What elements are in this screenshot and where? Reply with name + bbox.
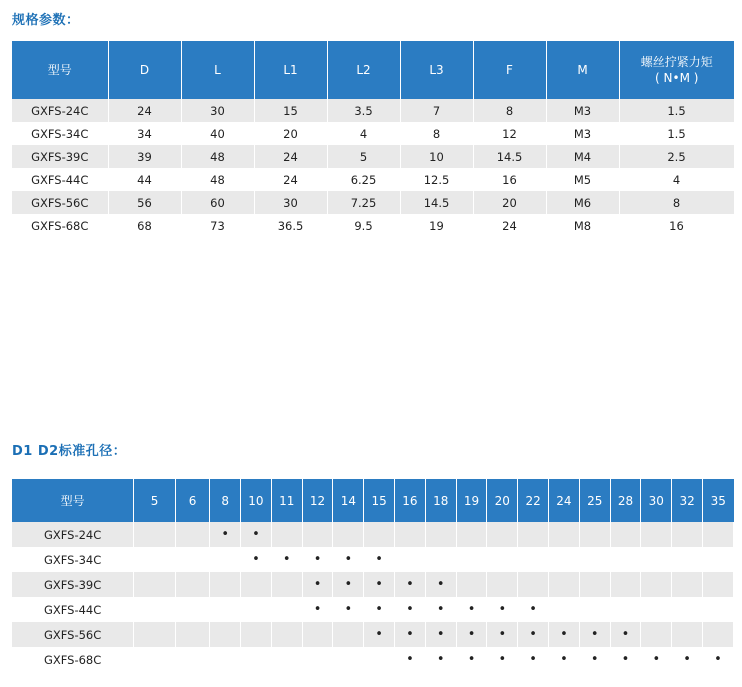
availability-dot: • xyxy=(610,647,641,672)
table-row xyxy=(12,214,734,237)
availability-dot: • xyxy=(395,597,426,622)
empty-cell xyxy=(210,547,241,572)
spec-value-cell: 34 xyxy=(108,122,181,145)
spec-value-cell: 8 xyxy=(400,122,473,145)
availability-dot: • xyxy=(487,597,518,622)
model-cell: GXFS-68C xyxy=(12,214,108,237)
spec-header-torque: 螺丝拧紧力矩 ( N•M ) xyxy=(619,41,734,99)
spec-value-cell: M3 xyxy=(546,99,619,122)
empty-cell xyxy=(134,522,176,547)
spec-table xyxy=(12,41,735,237)
empty-cell xyxy=(487,572,518,597)
spec-header-m: M xyxy=(546,41,619,99)
spec-value-cell: 7 xyxy=(400,99,473,122)
spec-value-cell: 16 xyxy=(473,168,546,191)
bore-header-model: 型号 xyxy=(12,479,134,522)
empty-cell xyxy=(271,622,302,647)
empty-cell xyxy=(175,572,209,597)
empty-cell xyxy=(703,597,734,622)
bore-table xyxy=(12,479,734,672)
empty-cell xyxy=(703,622,734,647)
table-row xyxy=(12,145,734,168)
availability-dot: • xyxy=(456,647,487,672)
spec-value-cell: 9.5 xyxy=(327,214,400,237)
spec-value-cell: M8 xyxy=(546,214,619,237)
bore-size-header: 22 xyxy=(518,479,549,522)
empty-cell xyxy=(210,597,241,622)
availability-dot: • xyxy=(395,647,426,672)
spec-value-cell: 2.5 xyxy=(619,145,734,168)
availability-dot: • xyxy=(610,622,641,647)
empty-cell xyxy=(271,647,302,672)
spec-header-f: F xyxy=(473,41,546,99)
bore-size-header: 11 xyxy=(271,479,302,522)
availability-dot: • xyxy=(518,647,549,672)
empty-cell xyxy=(672,597,703,622)
spec-value-cell: 15 xyxy=(254,99,327,122)
availability-dot: • xyxy=(579,647,610,672)
spec-header-l1: L1 xyxy=(254,41,327,99)
bore-header-row xyxy=(12,479,734,522)
availability-dot: • xyxy=(333,597,364,622)
model-cell: GXFS-24C xyxy=(12,522,134,547)
empty-cell xyxy=(302,522,333,547)
table-row xyxy=(12,622,734,647)
spec-value-cell: M4 xyxy=(546,145,619,168)
bore-size-header: 5 xyxy=(134,479,176,522)
spec-value-cell: 40 xyxy=(181,122,254,145)
bore-size-header: 6 xyxy=(175,479,209,522)
spec-value-cell: 14.5 xyxy=(400,191,473,214)
empty-cell xyxy=(641,597,672,622)
empty-cell xyxy=(364,522,395,547)
bore-size-header: 14 xyxy=(333,479,364,522)
spec-value-cell: 4 xyxy=(327,122,400,145)
empty-cell xyxy=(134,572,176,597)
empty-cell xyxy=(134,597,176,622)
availability-dot: • xyxy=(302,572,333,597)
bore-size-header: 18 xyxy=(425,479,456,522)
bore-size-header: 12 xyxy=(302,479,333,522)
availability-dot: • xyxy=(241,547,272,572)
empty-cell xyxy=(302,647,333,672)
availability-dot: • xyxy=(456,622,487,647)
model-cell: GXFS-24C xyxy=(12,99,108,122)
empty-cell xyxy=(175,522,209,547)
empty-cell xyxy=(210,647,241,672)
availability-dot: • xyxy=(333,572,364,597)
empty-cell xyxy=(333,522,364,547)
spec-value-cell: 20 xyxy=(473,191,546,214)
availability-dot: • xyxy=(395,572,426,597)
spec-value-cell: 1.5 xyxy=(619,122,734,145)
empty-cell xyxy=(456,547,487,572)
empty-cell xyxy=(549,572,580,597)
bore-size-header: 28 xyxy=(610,479,641,522)
model-cell: GXFS-39C xyxy=(12,145,108,168)
spec-value-cell: 1.5 xyxy=(619,99,734,122)
spec-value-cell: 56 xyxy=(108,191,181,214)
empty-cell xyxy=(518,547,549,572)
bore-size-header: 20 xyxy=(487,479,518,522)
availability-dot: • xyxy=(425,597,456,622)
empty-cell xyxy=(271,572,302,597)
empty-cell xyxy=(672,522,703,547)
spec-value-cell: 14.5 xyxy=(473,145,546,168)
spec-value-cell: 30 xyxy=(181,99,254,122)
table-row xyxy=(12,522,734,547)
spec-header-d: D xyxy=(108,41,181,99)
empty-cell xyxy=(425,522,456,547)
empty-cell xyxy=(579,597,610,622)
spec-value-cell: 6.25 xyxy=(327,168,400,191)
spec-value-cell: 24 xyxy=(254,145,327,168)
bore-size-header: 24 xyxy=(549,479,580,522)
empty-cell xyxy=(641,622,672,647)
spec-value-cell: 24 xyxy=(108,99,181,122)
bore-section-title: D1 D2标准孔径： xyxy=(12,444,127,459)
availability-dot: • xyxy=(703,647,734,672)
empty-cell xyxy=(333,622,364,647)
spec-value-cell: M3 xyxy=(546,122,619,145)
table-row xyxy=(12,122,734,145)
bore-size-header: 19 xyxy=(456,479,487,522)
empty-cell xyxy=(610,547,641,572)
spec-value-cell: M5 xyxy=(546,168,619,191)
empty-cell xyxy=(518,572,549,597)
empty-cell xyxy=(395,522,426,547)
table-row xyxy=(12,647,734,672)
spec-value-cell: 7.25 xyxy=(327,191,400,214)
availability-dot: • xyxy=(210,522,241,547)
availability-dot: • xyxy=(518,597,549,622)
availability-dot: • xyxy=(579,622,610,647)
empty-cell xyxy=(579,572,610,597)
availability-dot: • xyxy=(364,597,395,622)
bore-size-header: 30 xyxy=(641,479,672,522)
table-row xyxy=(12,572,734,597)
table-row xyxy=(12,597,734,622)
spec-value-cell: 12 xyxy=(473,122,546,145)
spec-value-cell: 4 xyxy=(619,168,734,191)
empty-cell xyxy=(241,647,272,672)
empty-cell xyxy=(134,647,176,672)
spec-value-cell: 20 xyxy=(254,122,327,145)
availability-dot: • xyxy=(456,597,487,622)
empty-cell xyxy=(672,572,703,597)
table-row xyxy=(12,547,734,572)
spec-value-cell: 8 xyxy=(473,99,546,122)
empty-cell xyxy=(703,547,734,572)
empty-cell xyxy=(134,547,176,572)
availability-dot: • xyxy=(302,597,333,622)
empty-cell xyxy=(210,572,241,597)
empty-cell xyxy=(703,522,734,547)
spec-value-cell: 8 xyxy=(619,191,734,214)
spec-value-cell: 16 xyxy=(619,214,734,237)
empty-cell xyxy=(302,622,333,647)
empty-cell xyxy=(175,622,209,647)
spec-value-cell: 10 xyxy=(400,145,473,168)
availability-dot: • xyxy=(425,572,456,597)
empty-cell xyxy=(641,522,672,547)
spec-value-cell: 24 xyxy=(473,214,546,237)
bore-size-header: 8 xyxy=(210,479,241,522)
table-row xyxy=(12,191,734,214)
empty-cell xyxy=(703,572,734,597)
model-cell: GXFS-56C xyxy=(12,191,108,214)
spec-value-cell: 39 xyxy=(108,145,181,168)
empty-cell xyxy=(579,522,610,547)
availability-dot: • xyxy=(487,622,518,647)
availability-dot: • xyxy=(518,622,549,647)
bore-size-header: 16 xyxy=(395,479,426,522)
availability-dot: • xyxy=(364,547,395,572)
availability-dot: • xyxy=(425,622,456,647)
model-cell: GXFS-39C xyxy=(12,572,134,597)
empty-cell xyxy=(241,622,272,647)
empty-cell xyxy=(610,522,641,547)
table-row xyxy=(12,168,734,191)
model-cell: GXFS-44C xyxy=(12,168,108,191)
availability-dot: • xyxy=(425,647,456,672)
table-row xyxy=(12,99,734,122)
empty-cell xyxy=(549,547,580,572)
model-cell: GXFS-34C xyxy=(12,122,108,145)
availability-dot: • xyxy=(271,547,302,572)
availability-dot: • xyxy=(364,622,395,647)
empty-cell xyxy=(175,647,209,672)
empty-cell xyxy=(456,572,487,597)
spec-value-cell: 5 xyxy=(327,145,400,168)
availability-dot: • xyxy=(641,647,672,672)
availability-dot: • xyxy=(549,647,580,672)
bore-size-header: 35 xyxy=(703,479,734,522)
empty-cell xyxy=(333,647,364,672)
spec-header-l: L xyxy=(181,41,254,99)
empty-cell xyxy=(641,572,672,597)
empty-cell xyxy=(579,547,610,572)
availability-dot: • xyxy=(672,647,703,672)
spec-header-l2: L2 xyxy=(327,41,400,99)
spec-value-cell: 30 xyxy=(254,191,327,214)
empty-cell xyxy=(210,622,241,647)
bore-size-header: 10 xyxy=(241,479,272,522)
empty-cell xyxy=(364,647,395,672)
empty-cell xyxy=(610,597,641,622)
availability-dot: • xyxy=(487,647,518,672)
spec-value-cell: 73 xyxy=(181,214,254,237)
spec-value-cell: 19 xyxy=(400,214,473,237)
spec-header-l3: L3 xyxy=(400,41,473,99)
spec-section-title: 规格参数： xyxy=(12,13,80,28)
spec-value-cell: M6 xyxy=(546,191,619,214)
spec-value-cell: 48 xyxy=(181,145,254,168)
spec-value-cell: 44 xyxy=(108,168,181,191)
empty-cell xyxy=(518,522,549,547)
empty-cell xyxy=(610,572,641,597)
empty-cell xyxy=(672,547,703,572)
bore-size-header: 15 xyxy=(364,479,395,522)
spec-value-cell: 68 xyxy=(108,214,181,237)
spec-value-cell: 48 xyxy=(181,168,254,191)
availability-dot: • xyxy=(395,622,426,647)
empty-cell xyxy=(175,597,209,622)
model-cell: GXFS-44C xyxy=(12,597,134,622)
empty-cell xyxy=(549,522,580,547)
spec-value-cell: 60 xyxy=(181,191,254,214)
availability-dot: • xyxy=(333,547,364,572)
empty-cell xyxy=(271,522,302,547)
spec-header-model: 型号 xyxy=(12,41,108,99)
spec-header-row xyxy=(12,41,734,99)
model-cell: GXFS-34C xyxy=(12,547,134,572)
empty-cell xyxy=(175,547,209,572)
empty-cell xyxy=(425,547,456,572)
spec-value-cell: 36.5 xyxy=(254,214,327,237)
bore-size-header: 25 xyxy=(579,479,610,522)
spec-value-cell: 3.5 xyxy=(327,99,400,122)
availability-dot: • xyxy=(549,622,580,647)
empty-cell xyxy=(241,572,272,597)
empty-cell xyxy=(134,622,176,647)
availability-dot: • xyxy=(241,522,272,547)
empty-cell xyxy=(395,547,426,572)
spec-value-cell: 24 xyxy=(254,168,327,191)
model-cell: GXFS-56C xyxy=(12,622,134,647)
empty-cell xyxy=(549,597,580,622)
model-cell: GXFS-68C xyxy=(12,647,134,672)
empty-cell xyxy=(241,597,272,622)
spec-value-cell: 12.5 xyxy=(400,168,473,191)
empty-cell xyxy=(487,522,518,547)
empty-cell xyxy=(456,522,487,547)
empty-cell xyxy=(641,547,672,572)
bore-size-header: 32 xyxy=(672,479,703,522)
empty-cell xyxy=(271,597,302,622)
empty-cell xyxy=(672,622,703,647)
availability-dot: • xyxy=(302,547,333,572)
availability-dot: • xyxy=(364,572,395,597)
empty-cell xyxy=(487,547,518,572)
